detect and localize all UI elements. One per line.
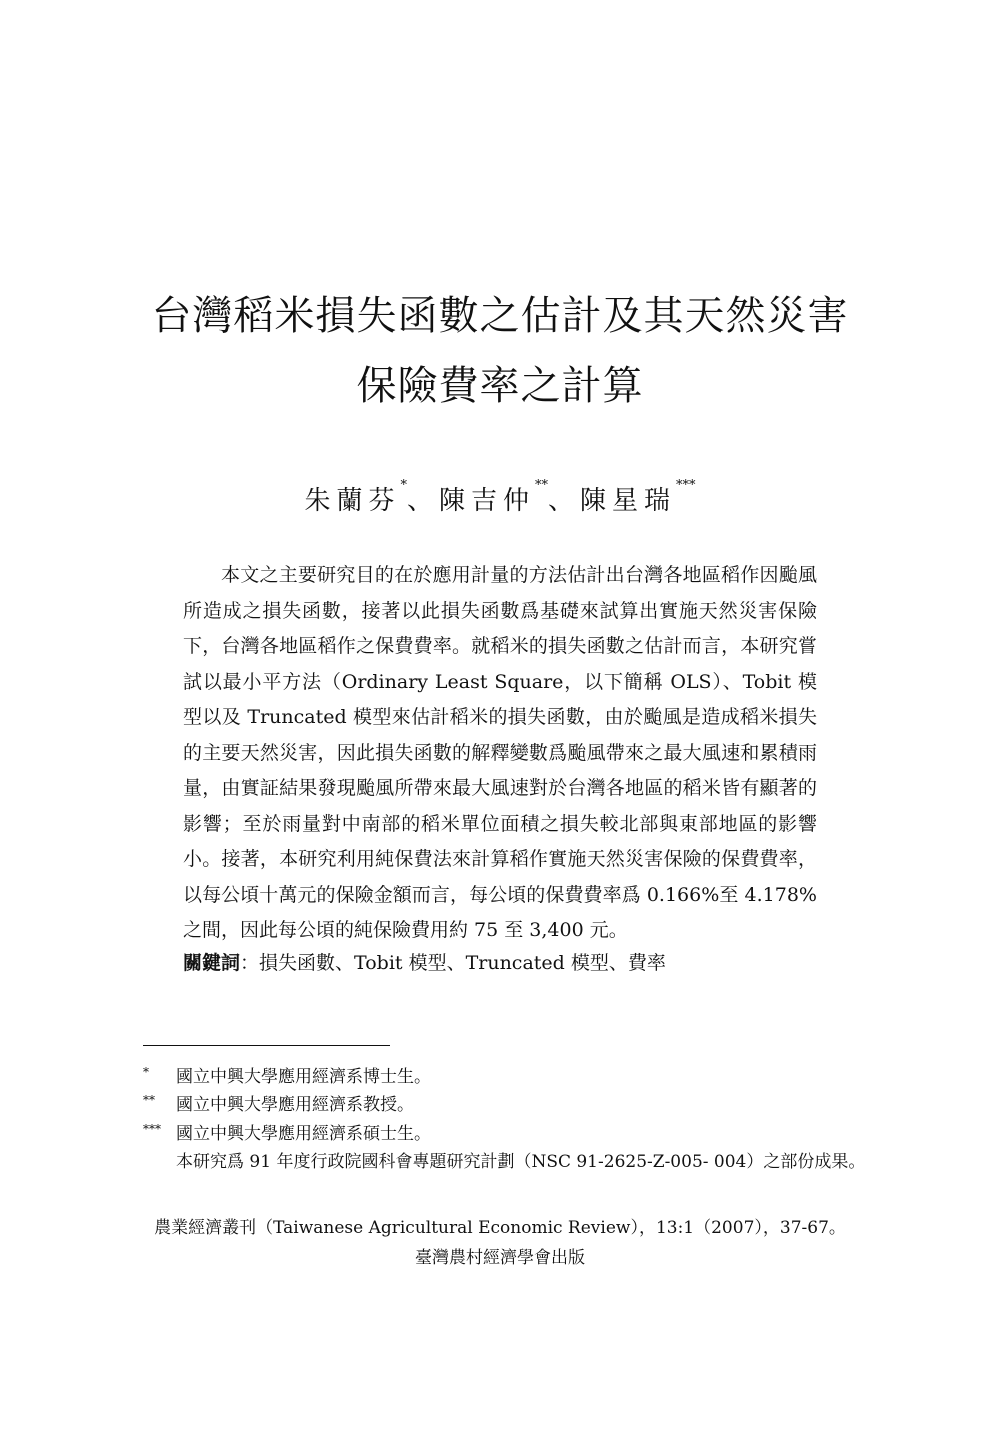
author-separator: 、 — [548, 486, 581, 516]
footnote-text: 國立中興大學應用經濟系碩士生。 — [176, 1124, 431, 1144]
author-affiliation-mark: ** — [535, 478, 548, 493]
author-name: 陳吉仲 — [438, 486, 535, 516]
footnote-mark: *** — [143, 1122, 161, 1136]
paper-title-line-1: 台灣稻米損失函數之估計及其天然災害 — [151, 293, 849, 339]
publisher-line: 臺灣農村經濟學會出版 — [415, 1248, 585, 1268]
footnote-divider — [143, 1045, 390, 1046]
footnote-text: 國立中興大學應用經濟系博士生。 — [176, 1067, 431, 1087]
keywords-label: 關鍵詞 — [183, 952, 241, 974]
footnote-mark: * — [143, 1065, 149, 1079]
footnote-text: 國立中興大學應用經濟系教授。 — [176, 1095, 414, 1115]
keywords-line — [183, 948, 817, 978]
author-name: 朱蘭芬 — [304, 486, 401, 516]
paper-title-line-2: 保險費率之計算 — [356, 363, 644, 409]
author-name: 陳星瑞 — [580, 486, 677, 516]
author-separator: 、 — [406, 486, 439, 516]
footnote-mark: ** — [143, 1093, 155, 1107]
keywords-text: 損失函數、Tobit 模型、Truncated 模型、費率 — [259, 952, 666, 974]
abstract-paragraph: 本文之主要研究目的在於應用計量的方法估計出台灣各地區稻作因颱風所造成之損失函數，接著以此損失函數爲基礎來試算出實施天然災害保險下，台灣各地區稻作之保費費率。就稻米的損失函數之估計而言，本研究嘗試以最小平方法（Ordinary Least Square，以下簡稱 OLS）、Tobit 模型以及 Truncated 模型來估計稻米的損失函數，由於颱風是造成稻米損失的主要天然災害，因此損失函數的解釋變數爲颱風帶來之最大風速和累積雨量，由實証結果發現颱風所帶來最大風速對於台灣各地區的稻米皆有顯著的影響；至於雨量對中南部的稻米單位面積之損失較北部與東部地區的影響小。接著，本研究利用純保費法來計算稻作實施天然災害保險的保費費率，以每公頃十萬元的保險金額而言，每公頃的保費費率爲 0.166%至 4.178%之間，因此每公頃的純保險費用約 75 至 3,400 元。 — [183, 564, 817, 941]
author-list — [0, 480, 1000, 517]
footnote-text: 本研究爲 91 年度行政院國科會專題研究計劃（NSC 91-2625-Z-005- 004）之部份成果。 — [176, 1152, 866, 1172]
author-affiliation-mark: *** — [676, 478, 696, 493]
keywords-separator: ： — [240, 952, 260, 974]
author-affiliation-mark: * — [400, 478, 407, 493]
journal-citation: 農業經濟叢刊（Taiwanese Agricultural Economic Review），13:1（2007），37-67。 — [154, 1218, 846, 1238]
